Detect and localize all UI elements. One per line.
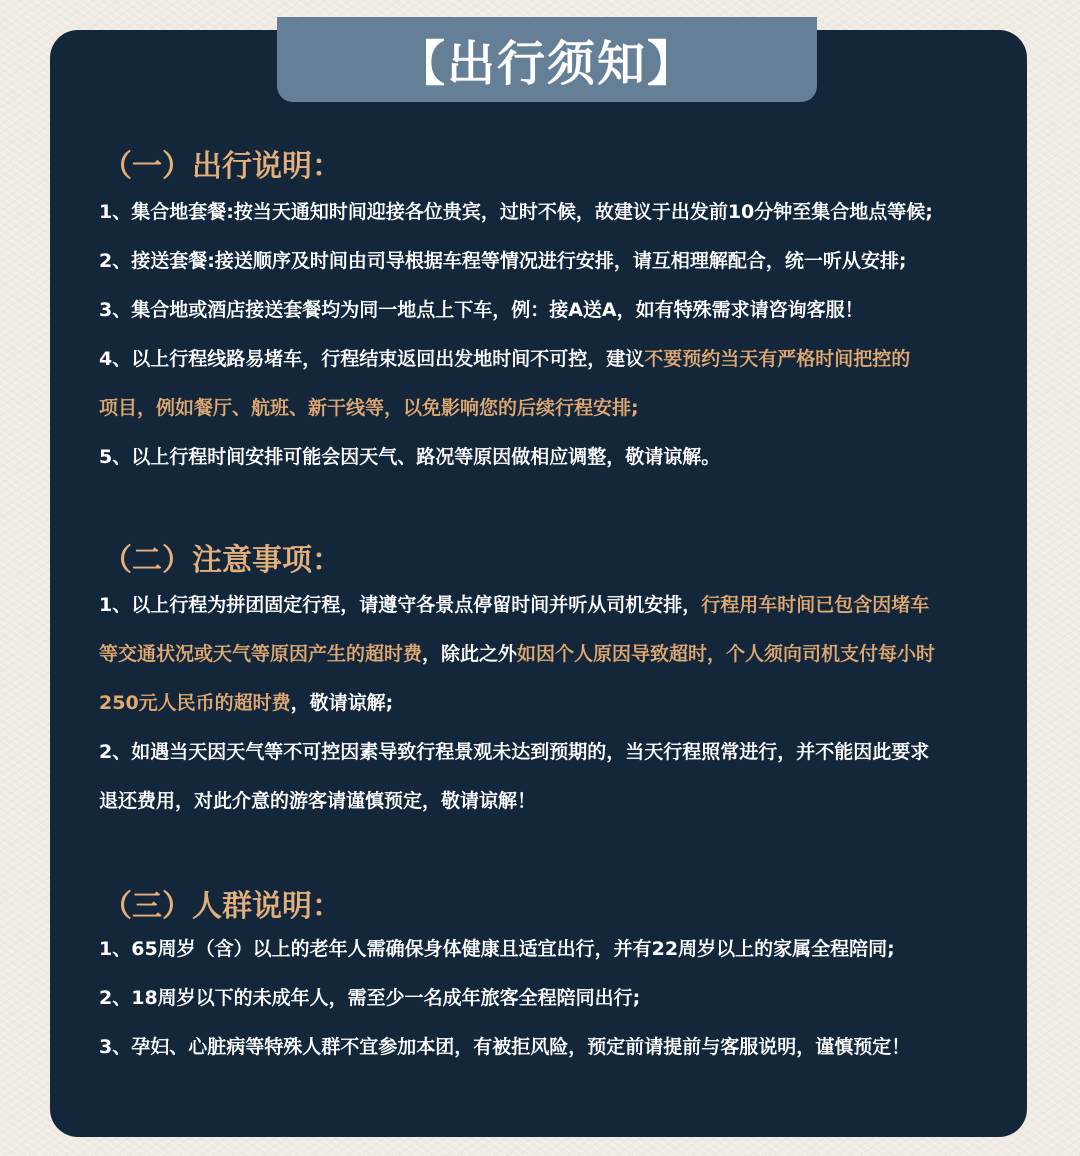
highlight-text: 如因个人原因导致超时，个人须向司机支付每小时 bbox=[517, 643, 936, 665]
list-item bbox=[99, 590, 929, 620]
list-item bbox=[99, 737, 929, 767]
line-text: 5、以上行程时间安排可能会因天气、路况等原因做相应调整，敬请谅解。 bbox=[99, 446, 721, 468]
line-text: 2、18周岁以下的未成年人，需至少一名成年旅客全程陪同出行; bbox=[99, 987, 641, 1009]
highlight-text: 不要预约当天有严格时间把控的 bbox=[644, 348, 911, 370]
line-text: 1、集合地套餐:按当天通知时间迎接各位贵宾，过时不候，故建议于出发前10分钟至集合地点等候; bbox=[99, 201, 933, 223]
highlight-text: 等交通状况或天气等原因产生的超时费 bbox=[99, 643, 423, 665]
line-text: 1、65周岁（含）以上的老年人需确保身体健康且适宜出行，并有22周岁以上的家属全程陪同; bbox=[99, 938, 895, 960]
highlight-text: 行程用车时间已包含因堵车 bbox=[701, 594, 930, 616]
line-text: 2、如遇当天因天气等不可控因素导致行程景观未达到预期的，当天行程照常进行，并不能因此要求 bbox=[99, 741, 930, 763]
list-item bbox=[99, 197, 933, 227]
section-heading-group-info: （三）人群说明： bbox=[102, 889, 342, 924]
highlight-text: 250元人民币的超时费 bbox=[99, 692, 291, 714]
list-item-continued bbox=[99, 786, 536, 816]
line-text: 2、接送套餐:接送顺序及时间由司导根据车程等情况进行安排，请互相理解配合，统一听从安排; bbox=[99, 250, 907, 272]
section-heading-travel-info: （一）出行说明： bbox=[102, 149, 342, 184]
line-text: ，敬请谅解; bbox=[290, 692, 394, 714]
list-item bbox=[99, 295, 864, 325]
list-item bbox=[99, 934, 895, 964]
line-text: 3、孕妇、心脏病等特殊人群不宜参加本团，有被拒风险，预定前请提前与客服说明，谨慎预定！ bbox=[99, 1036, 911, 1058]
line-text: 4、以上行程线路易堵车，行程结束返回出发地时间不可控，建议 bbox=[99, 348, 645, 370]
title-banner bbox=[277, 17, 817, 102]
section-heading-notes: （二）注意事项： bbox=[102, 543, 342, 578]
list-item-continued bbox=[99, 393, 639, 423]
list-item bbox=[99, 983, 640, 1013]
line-text: 1、以上行程为拼团固定行程，请遵守各景点停留时间并听从司机安排， bbox=[99, 594, 702, 616]
line-text: 3、集合地或酒店接送套餐均为同一地点上下车，例：接A送A，如有特殊需求请咨询客服！ bbox=[99, 299, 864, 321]
list-item bbox=[99, 246, 906, 276]
list-item-continued bbox=[99, 688, 393, 718]
line-text: ，除此之外 bbox=[422, 643, 518, 665]
list-item bbox=[99, 1032, 910, 1062]
list-item-continued bbox=[99, 639, 935, 669]
list-item bbox=[99, 442, 720, 472]
line-text: 退还费用，对此介意的游客请谨慎预定，敬请谅解！ bbox=[99, 790, 537, 812]
page-title: 【出行须知】 bbox=[396, 36, 697, 92]
list-item bbox=[99, 344, 910, 374]
highlight-text: 项目，例如餐厅、航班、新干线等，以免影响您的后续行程安排; bbox=[99, 397, 639, 419]
